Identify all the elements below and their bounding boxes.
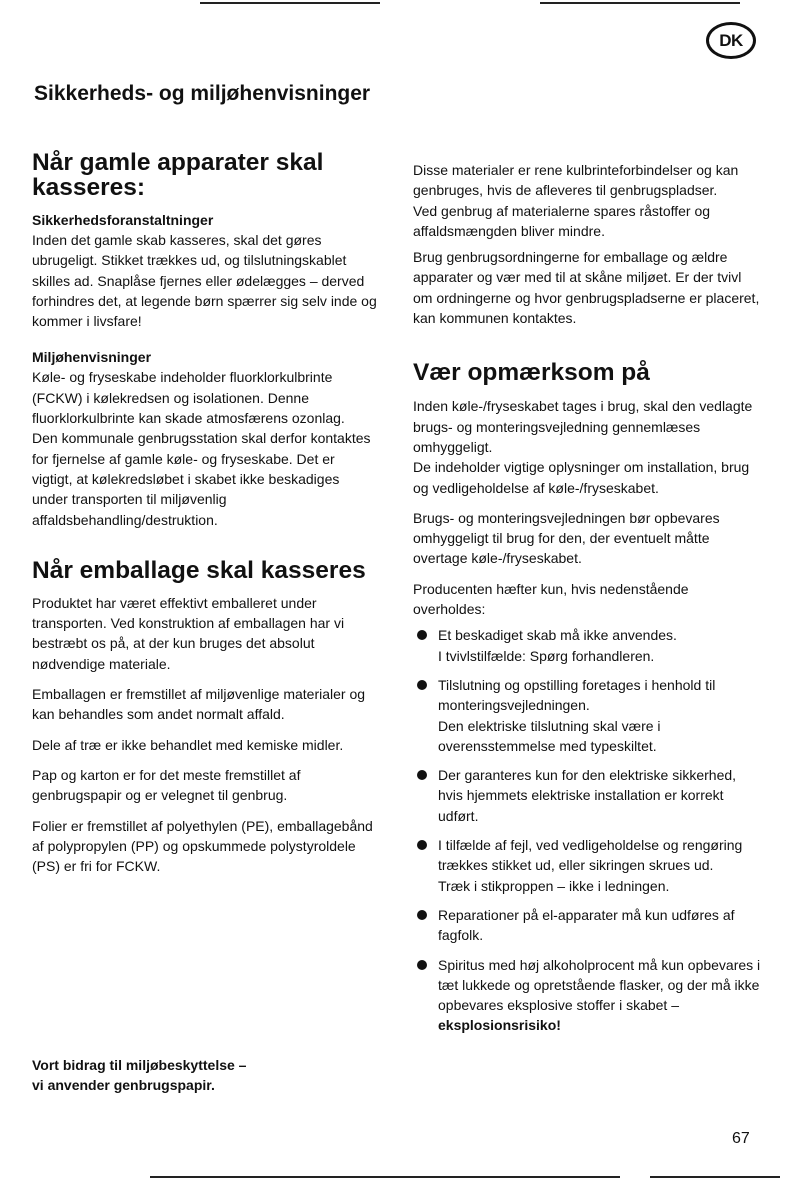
list-item-text: Spiritus med høj alkoholprocent må kun opbevares i tæt lukkede og opretstående flasker, og der må ikke opbevares eksplosive stoffer i skabet –: [438, 956, 761, 1014]
list-item: [413, 905, 763, 946]
recycling-schemes-text: Brug genbrugsordningerne for emballage og ældre apparater og vær med til at skåne miljøet. Er der tvivl om ordningerne og hvor genbrugspladserne er placeret, kan kommunen kontaktes.: [413, 249, 760, 327]
environment-text-1: Køle- og fryseskabe indeholder fluorklorkulbrinte (FCKW) i kølekredsen og isolationen. Denne fluorklorkulbrinte kan skade atmosfærens ozonlag.: [32, 369, 345, 427]
section-heading-disposal-old: [32, 150, 377, 200]
scan-rule: [150, 1176, 620, 1178]
list-item: [413, 625, 763, 666]
list-item: [413, 675, 763, 756]
attention-text-2: De indeholder vigtige oplysninger om installation, brug og vedligeholdelse af køle-/fryseskabet.: [413, 459, 750, 496]
packaging-text-1: Produktet har været effektivt emballeret under transporten. Ved konstruktion af emballagen har vi bestræbt os på, at der kun bruges det absolut nødvendige materiale.: [32, 594, 345, 672]
page-title: Sikkerheds- og miljøhenvisninger: [34, 82, 371, 105]
right-column: [413, 160, 763, 1045]
list-item-text: Et beskadiget skab må ikke anvendes.: [438, 627, 677, 644]
scan-rule: [540, 2, 740, 4]
left-column: [32, 150, 377, 876]
attention-text-3: Brugs- og monteringsvejledningen bør opbevares omhyggeligt til brug for den, der eventuelt måtte overtage køle-/fryseskabet.: [413, 509, 720, 567]
list-item-text: I tilfælde af fejl, ved vedligeholdelse og rengøring trækkes stikket ud, eller sikringen skrues ud.: [438, 837, 743, 874]
list-item-text: Der garanteres kun for den elektriske sikkerhed, hvis hjemmets elektriske installation er korrekt udført.: [438, 767, 737, 824]
list-item: [413, 835, 763, 896]
materials-text: Disse materialer er rene kulbrinteforbindelser og kan genbruges, hvis de afleveres til genbrugspladser.: [413, 162, 739, 199]
heading-line: kasseres:: [32, 174, 146, 201]
attention-text-4: Producenten hæfter kun, hvis nedenstående overholdes:: [413, 580, 689, 618]
recycling-note: [32, 1055, 352, 1095]
section-heading-attention: Vær opmærksom på: [413, 359, 650, 387]
scan-rule: [650, 1176, 780, 1178]
recycling-note-line: Vort bidrag til miljøbeskyttelse –: [32, 1057, 247, 1073]
bullet-icon: [417, 770, 427, 780]
list-item-text: Den elektriske tilslutning skal være i overensstemmelse med typeskiltet.: [438, 717, 661, 754]
list-item-text: Tilslutning og opstilling foretages i henhold til monteringsvejledningen.: [438, 676, 716, 714]
section-heading-packaging: Når emballage skal kasseres: [32, 556, 366, 584]
list-item-text: I tvivlstilfælde: Spørg forhandleren.: [438, 647, 655, 664]
subheading-environment: Miljøhenvisninger: [32, 349, 152, 366]
environment-text-2: Den kommunale genbrugsstation skal derfor kontaktes for fjernelse af gamle køle- og fryseskabe. Det er vigtigt, at kølekredsløbet i skabet ikke beskadiges under transporten til miljøvenlig affaldsbehandling/destruktion.: [32, 430, 371, 528]
safety-text: Inden det gamle skab kasseres, skal det gøres ubrugeligt. Stikket trækkes ud, og tilslutningskablet skilles ad. Snaplåse fjernes eller ødelægges – derved forhindres det, at legende børn spærrer sig selv inde og kommer i livsfare!: [32, 232, 377, 330]
bullet-icon: [417, 840, 427, 850]
list-item-text: Reparationer på el-apparater må kun udføres af fagfolk.: [438, 906, 735, 944]
recycling-note-line: vi anvender genbrugspapir.: [32, 1077, 215, 1093]
recycling-text: Ved genbrug af materialerne spares råstoffer og affaldsmængden bliver mindre.: [413, 202, 711, 239]
list-item: [413, 765, 763, 826]
scan-rule: [200, 2, 380, 4]
country-badge: [706, 22, 756, 59]
packaging-text-5: Folier er fremstillet af polyethylen (PE), emballagebånd af polypropylen (PP) og opskummede polystyroldele (PS) er fri for FCKW.: [32, 817, 373, 875]
packaging-text-4: Pap og karton er for det meste fremstillet af genbrugspapir og er velegnet til genbrug.: [32, 766, 301, 804]
page-number: 67: [732, 1130, 750, 1147]
bullet-icon: [417, 960, 427, 970]
heading-line: Når gamle apparater skal: [32, 149, 324, 176]
bullet-icon: [417, 680, 427, 690]
list-item-text: Træk i stikproppen – ikke i ledningen.: [438, 877, 670, 894]
list-item: [413, 955, 763, 1036]
liability-list: [413, 625, 763, 1035]
packaging-text-2: Emballagen er fremstillet af miljøvenlige materialer og kan behandles som andet normalt affald.: [32, 686, 366, 723]
bullet-icon: [417, 910, 427, 920]
explosion-warning: eksplosionsrisiko!: [438, 1017, 561, 1034]
subheading-safety: Sikkerhedsforanstaltninger: [32, 212, 214, 228]
packaging-text-3: Dele af træ er ikke behandlet med kemiske midler.: [32, 736, 344, 753]
bullet-icon: [417, 630, 427, 640]
attention-text-1: Inden køle-/fryseskabet tages i brug, skal den vedlagte brugs- og monteringsvejledning gennemlæses omhyggeligt.: [413, 398, 753, 455]
country-code: DK: [719, 30, 743, 50]
